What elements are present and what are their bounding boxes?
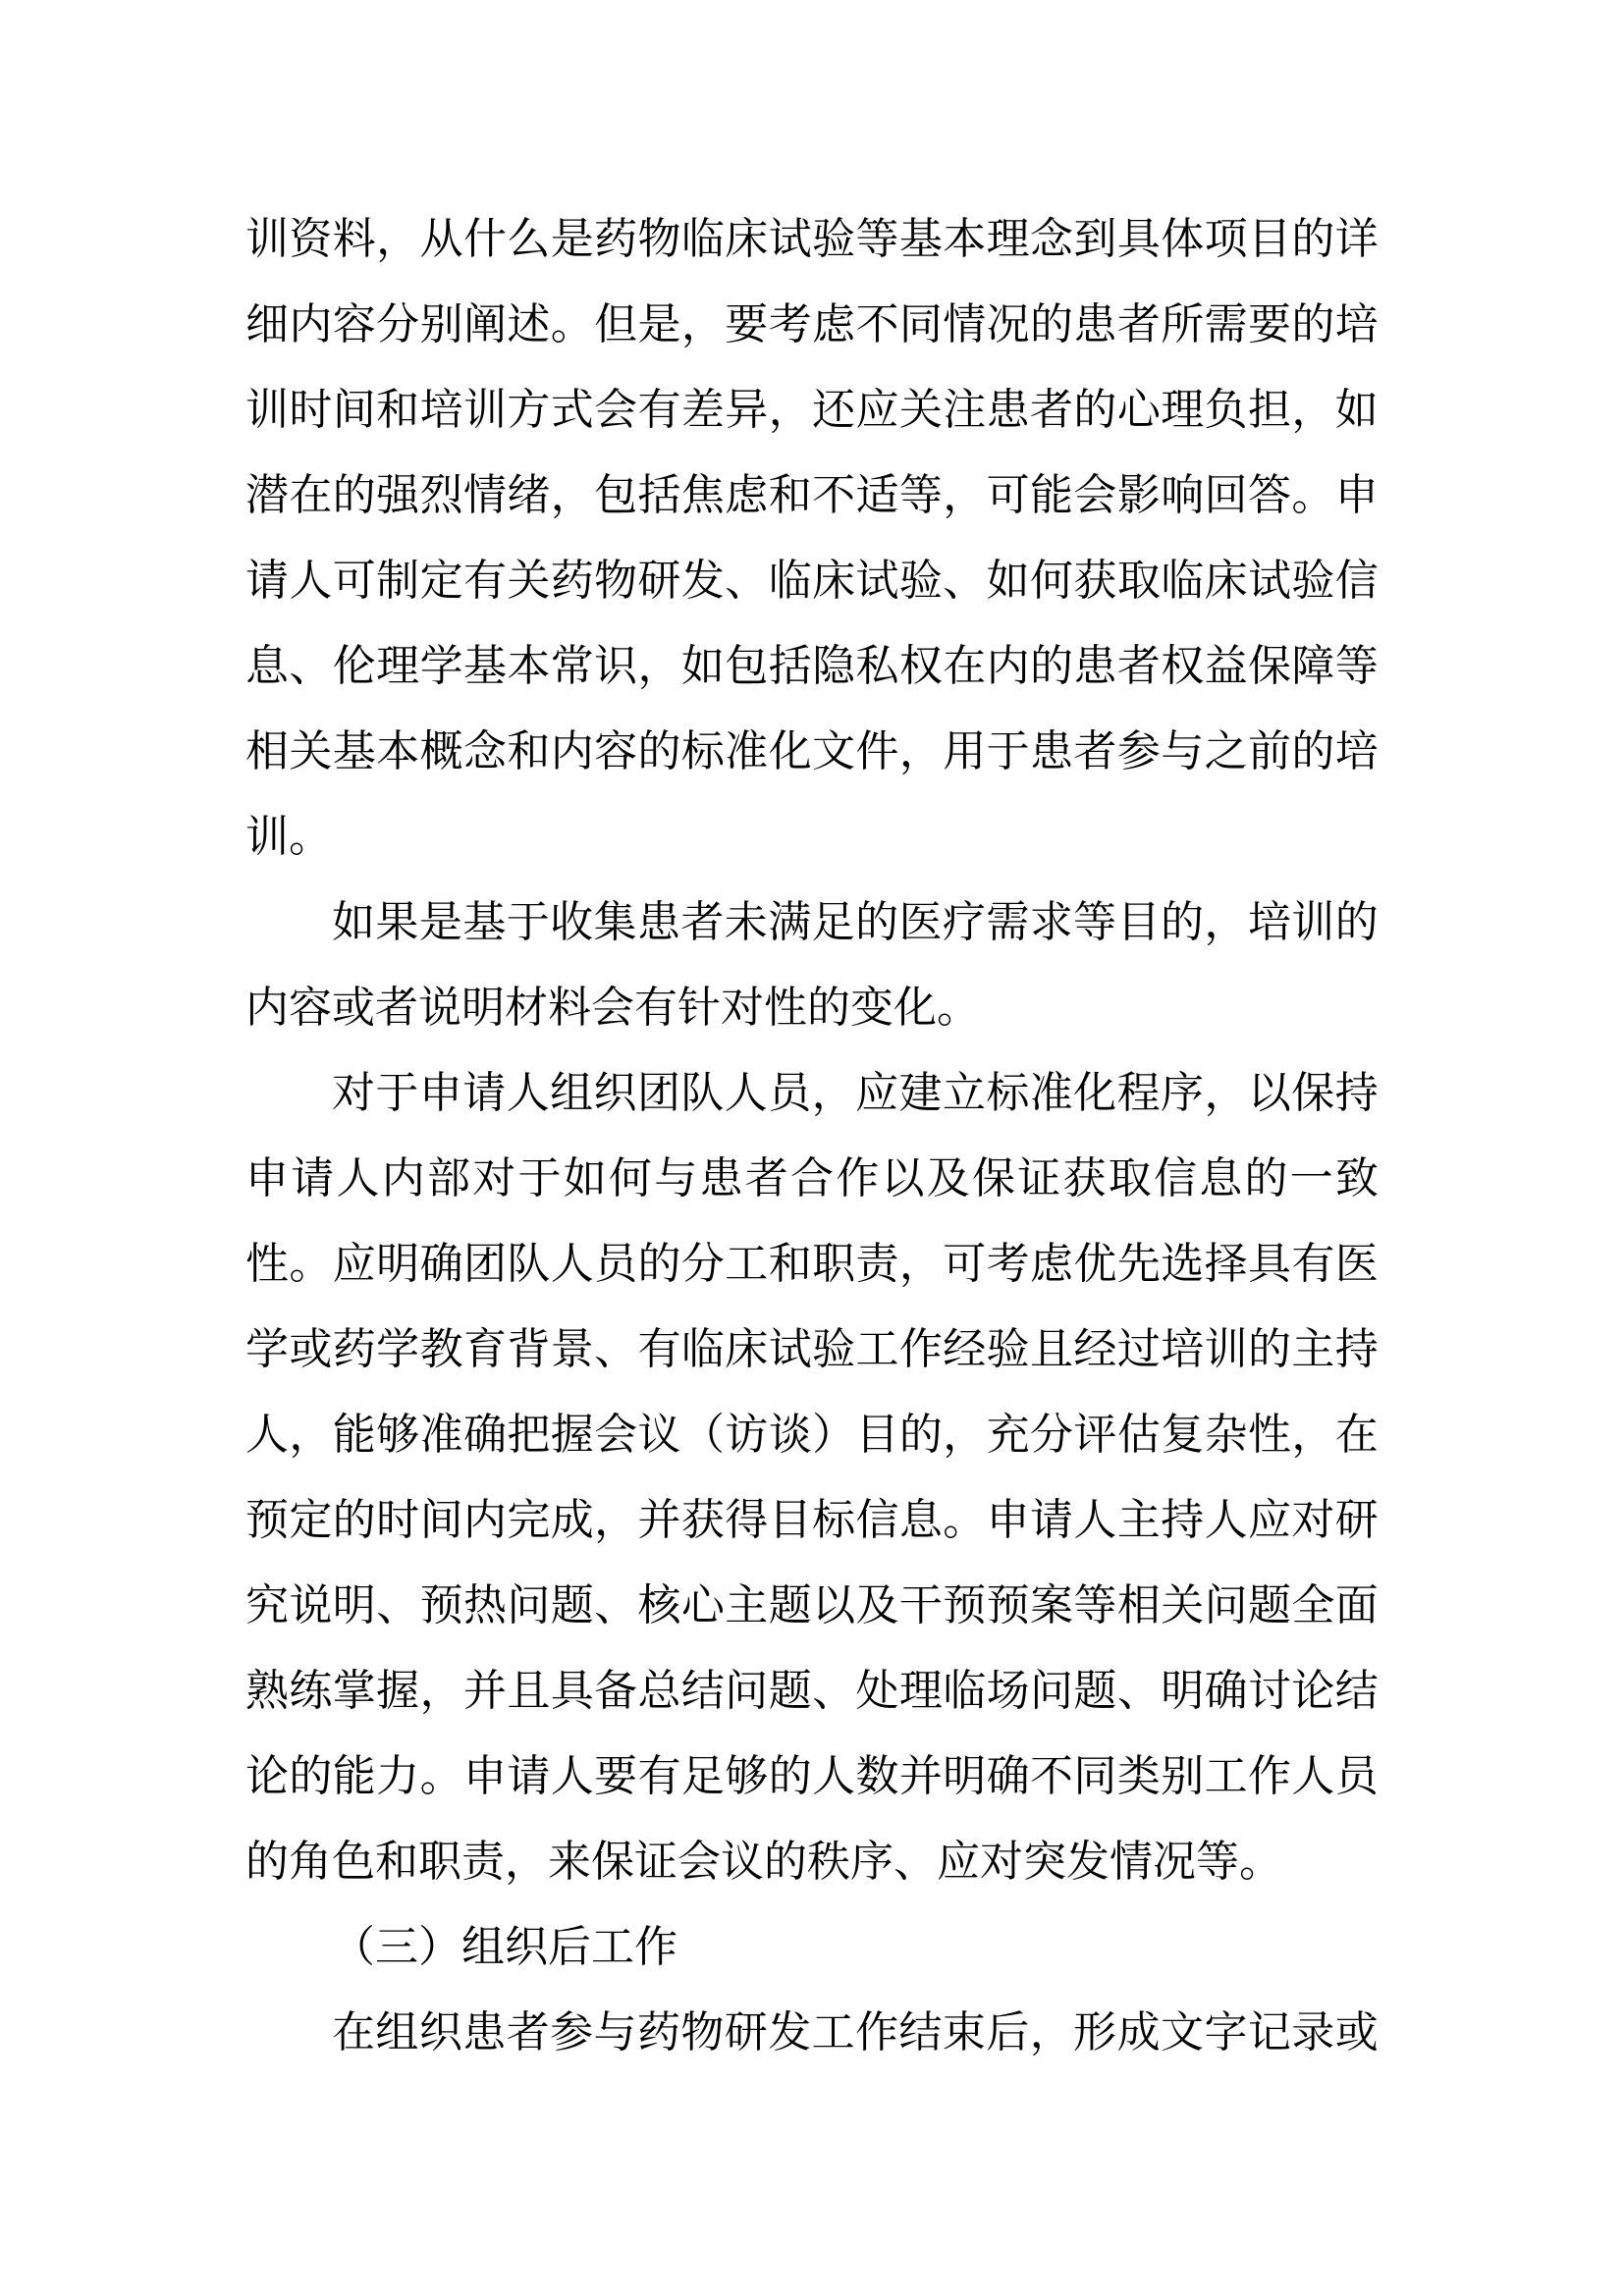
text-line: 训 时 间 和 培 训 方 式 会 有 差 异 ， 还 应 关 注 患 者 的 心 理 负 担 ， 如 xyxy=(245,386,1379,434)
text-line: 细 内 容 分 别 阐 述 。 但 是 ， 要 考 虑 不 同 情 况 的 患 者 所 需 要 的 培 xyxy=(245,300,1379,348)
text-line: 内容或者说明材料会有针对性的变化。 xyxy=(245,984,980,1032)
text-line: 性 。 应 明 确 团 队 人 员 的 分 工 和 职 责 ， 可 考 虑 优 先 选 择 具 有 医 xyxy=(245,1240,1379,1288)
text-line: 学 或 药 学 教 育 背 景 、 有 临 床 试 验 工 作 经 验 且 经 过 培 训 的 主 持 xyxy=(245,1325,1379,1373)
text-line: 论 的 能 力 。 申 请 人 要 有 足 够 的 人 数 并 明 确 不 同 类 别 工 作 人 员 xyxy=(245,1752,1379,1800)
text-line: 训 资 料 ， 从 什 么 是 药 物 临 床 试 验 等 基 本 理 念 到 具 体 项 目 的 详 xyxy=(245,215,1379,263)
text-line: 相 关 基 本 概 念 和 内 容 的 标 准 化 文 件 ， 用 于 患 者 参 与 之 前 的 培 xyxy=(245,727,1379,775)
text-line: 预 定 的 时 间 内 完 成 ， 并 获 得 目 标 信 息 。 申 请 人 主 持 人 应 对 研 xyxy=(245,1496,1379,1544)
text-line: 在 组 织 患 者 参 与 药 物 研 发 工 作 结 束 后 ， 形 成 文 字 记 录 或 xyxy=(332,2008,1379,2056)
text-line: （三）组织后工作 xyxy=(332,1923,677,1971)
text-line: 请 人 可 制 定 有 关 药 物 研 发 、 临 床 试 验 、 如 何 获 取 临 床 试 验 信 xyxy=(245,557,1379,605)
text-line: 究 说 明 、 预 热 问 题 、 核 心 主 题 以 及 干 预 预 案 等 相 关 问 题 全 面 xyxy=(245,1581,1379,1629)
text-line: 如 果 是 基 于 收 集 患 者 未 满 足 的 医 疗 需 求 等 目 的 ， 培 训 的 xyxy=(332,898,1379,946)
text-line: 人 ， 能 够 准 确 把 握 会 议 （ 访 谈 ） 目 的 ， 充 分 评 估 复 杂 性 ， 在 xyxy=(245,1411,1379,1459)
text-line: 对 于 申 请 人 组 织 团 队 人 员 ， 应 建 立 标 准 化 程 序 ， 以 保 持 xyxy=(332,1069,1379,1117)
document-text-block xyxy=(245,196,1379,2075)
text-line: 申 请 人 内 部 对 于 如 何 与 患 者 合 作 以 及 保 证 获 取 信 息 的 一 致 xyxy=(245,1154,1379,1202)
text-line: 息 、 伦 理 学 基 本 常 识 ， 如 包 括 隐 私 权 在 内 的 患 者 权 益 保 障 等 xyxy=(245,642,1379,690)
text-line: 训。 xyxy=(245,813,332,861)
text-line: 的角色和职责，来保证会议的秩序、应对突发情况等。 xyxy=(245,1838,1282,1886)
text-line: 熟 练 掌 握 ， 并 且 具 备 总 结 问 题 、 处 理 临 场 问 题 、 明 确 讨 论 结 xyxy=(245,1667,1379,1715)
text-line: 潜 在 的 强 烈 情 绪 ， 包 括 焦 虑 和 不 适 等 ， 可 能 会 影 响 回 答 。 申 xyxy=(245,471,1379,519)
